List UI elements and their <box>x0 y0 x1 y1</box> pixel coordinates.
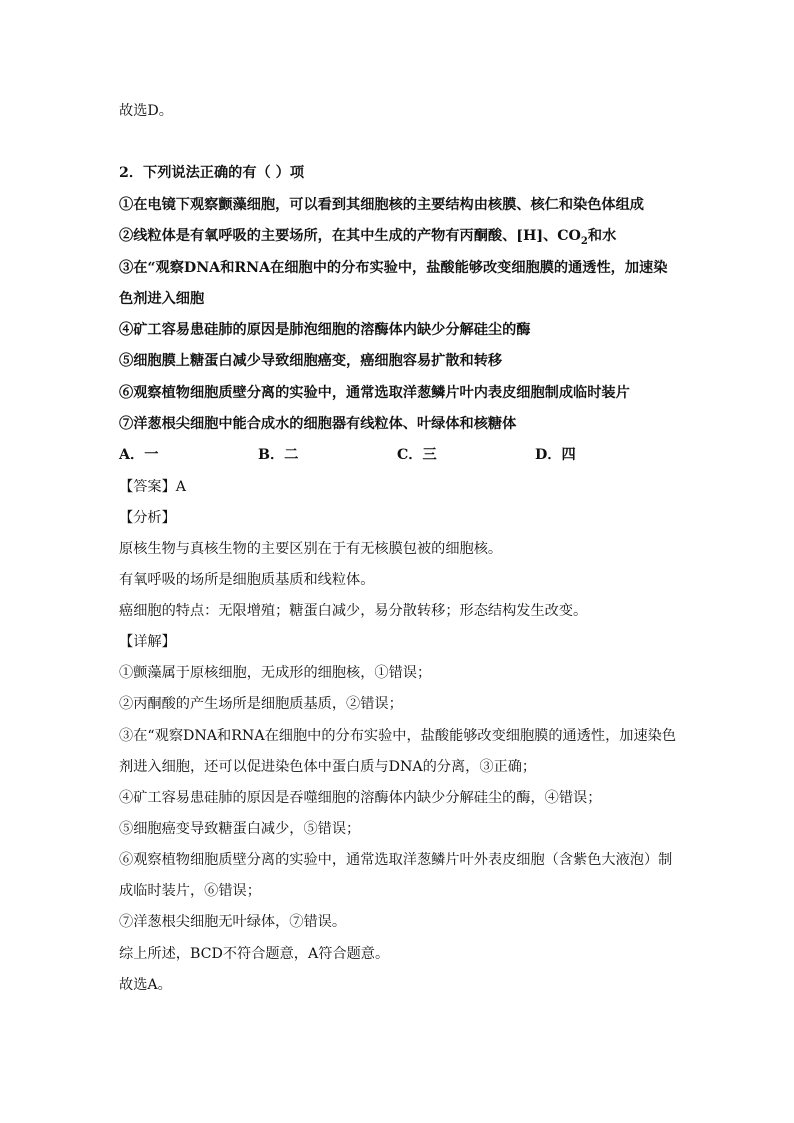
analysis-line-3: 癌细胞的特点：无限增殖；糖蛋白减少，易分散转移；形态结构发生改变。 <box>119 603 588 619</box>
detail-line-10: 综上所述，BCD不符合题意，A符合题意。 <box>119 946 390 962</box>
previous-conclusion: 故选D。 <box>119 103 173 119</box>
option-c: C．三 <box>397 447 437 463</box>
statement-7: ⑦洋葱根尖细胞中能合成水的细胞器有线粒体、叶绿体和核糖体 <box>119 416 517 432</box>
answer-options <box>119 445 679 465</box>
analysis-line-1: 原核生物与真核生物的主要区别在于有无核膜包被的细胞核。 <box>119 541 503 557</box>
statement-2-subscript: 2 <box>580 235 588 247</box>
detail-heading: 【详解】 <box>119 634 176 650</box>
answer-line: 【答案】A <box>119 479 186 495</box>
analysis-heading: 【分析】 <box>119 510 176 526</box>
statement-5: ⑤细胞膜上糖蛋白减少导致细胞癌变，癌细胞容易扩散和转移 <box>119 353 503 369</box>
statement-3-line-2: 色剂进入细胞 <box>119 291 205 307</box>
detail-line-3: ③在“观察DNA和RNA在细胞中的分布实验中，盐酸能够改变细胞膜的通透性，加速染色 <box>119 728 677 744</box>
detail-line-9: ⑦洋葱根尖细胞无叶绿体，⑦错误。 <box>119 914 347 930</box>
statement-1: ①在电镜下观察颤藻细胞，可以看到其细胞核的主要结构由核膜、核仁和染色体组成 <box>119 197 644 213</box>
statement-3-line-1: ③在“观察DNA和RNA在细胞中的分布实验中，盐酸能够改变细胞膜的通透性，加速染 <box>119 260 668 276</box>
detail-line-8: 成临时装片，⑥错误； <box>119 883 261 899</box>
detail-line-2: ②丙酮酸的产生场所是细胞质基质，②错误； <box>119 696 403 712</box>
statement-2-tail: 和水 <box>587 228 617 244</box>
statement-6: ⑥观察植物细胞质壁分离的实验中，通常选取洋葱鳞片叶内表皮细胞制成临时装片 <box>119 385 630 401</box>
detail-line-6: ⑤细胞癌变导致糖蛋白减少，⑤错误； <box>119 821 361 837</box>
statement-2 <box>119 226 616 246</box>
question-stem: 2．下列说法正确的有（ ）项 <box>119 165 305 181</box>
statement-4: ④矿工容易患硅肺的原因是肺泡细胞的溶酶体内缺少分解硅尘的酶 <box>119 322 531 338</box>
detail-line-4: 剂进入细胞，还可以促进染色体中蛋白质与DNA的分离，③正确； <box>119 759 537 775</box>
statement-2-text: ②线粒体是有氧呼吸的主要场所，在其中生成的产物有丙酮酸、[H]、CO <box>119 228 581 244</box>
detail-line-1: ①颤藻属于原核细胞，无成形的细胞核，①错误； <box>119 665 432 681</box>
option-b: B．二 <box>258 447 299 463</box>
detail-line-11: 故选A。 <box>119 977 172 993</box>
option-d: D．四 <box>535 447 576 463</box>
option-a: A．一 <box>119 447 159 463</box>
detail-line-7: ⑥观察植物细胞质壁分离的实验中，通常选取洋葱鳞片叶外表皮细胞（含紫色大液泡）制 <box>119 852 673 868</box>
analysis-line-2: 有氧呼吸的场所是细胞质基质和线粒体。 <box>119 572 375 588</box>
detail-line-5: ④矿工容易患硅肺的原因是吞噬细胞的溶酶体内缺少分解硅尘的酶，④错误； <box>119 790 602 806</box>
